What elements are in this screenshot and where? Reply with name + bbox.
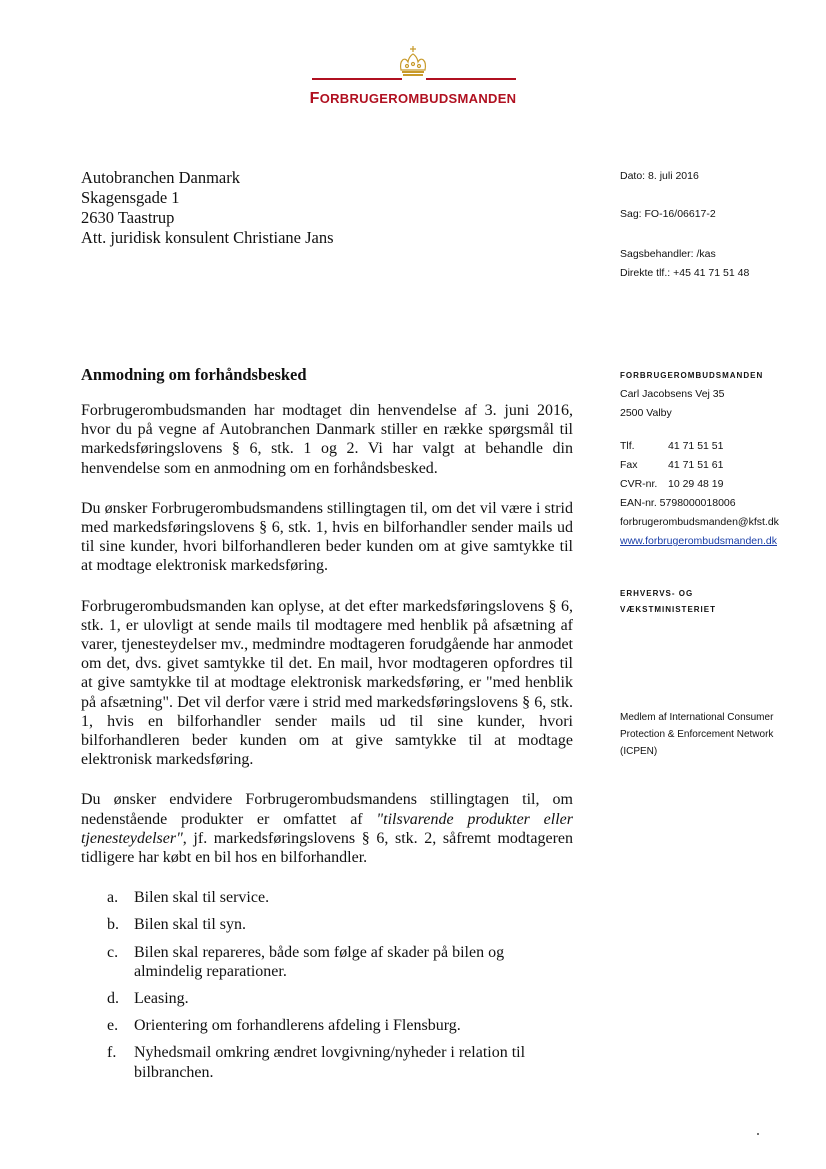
recipient-address <box>81 168 334 248</box>
body-paragraph: Forbrugerombudsmanden kan oplyse, at det efter markedsføringslovens § 6, stk. 1, er ulovligt at sende mails til modtagere med henblik på afsætning af varer, tjenesteydelser mv., medmindre modtageren forudgående har anmodet om det, dvs. givet samtykke til det. En mail, hvor modtageren opfordres til at give samtykke til at modtage elektronisk markedsføring, er "med henblik på afsætning". Det vil derfor være i strid med markedsføringslovens § 6, stk. 1, hvis en bilforhandler sender mails ud til sine kunder, hvori bilforhandleren beder kunden om at give samtykke til at modtage elektronisk markedsføring. <box>81 597 573 769</box>
sender-website-link[interactable]: www.forbrugerombudsmanden.dk <box>620 535 777 547</box>
logo-rule-left <box>312 78 402 80</box>
ministry-line: ERHVERVS- OG <box>620 589 694 598</box>
scan-dot <box>757 1133 759 1135</box>
letter-date: Dato: 8. juli 2016 <box>620 170 699 182</box>
direct-phone: Direkte tlf.: +45 41 71 51 48 <box>620 267 750 279</box>
letter-heading: Anmodning om forhåndsbesked <box>81 365 307 384</box>
sender-street: Carl Jacobsens Vej 35 <box>620 388 725 400</box>
sender-city: 2500 Valby <box>620 407 672 419</box>
list-item: c. Bilen skal repareres, både som følge af skader på bilen og almindelig reparationer. <box>107 943 505 980</box>
case-number: Sag: FO-16/06617-2 <box>620 208 716 220</box>
sender-ean: EAN-nr. 5798000018006 <box>620 497 736 509</box>
recipient-line: 2630 Taastrup <box>81 208 175 227</box>
product-list <box>81 888 573 1082</box>
membership-line: Protection & Enforcement Network <box>620 729 774 740</box>
logo-wordmark: FORBRUGEROMBUDSMANDEN <box>309 90 517 107</box>
membership-block <box>620 709 773 760</box>
list-item: b. Bilen skal til syn. <box>107 916 246 934</box>
sender-block <box>620 366 779 551</box>
letter-body <box>81 401 573 1090</box>
list-item: f. Nyhedsmail omkring ændret lovgivning/nyheder i relation til bilbranchen. <box>107 1044 526 1081</box>
body-paragraph: Du ønsker Forbrugerombudsmandens stillingtagen til, om det vil være i strid med markedsføringslovens § 6, stk. 1, hvis en bilforhandler sender mails ud til sine kunder, hvori bilforhandleren beder kunden om at give samtykke til at modtage elektronisk markedsføring. <box>81 499 573 575</box>
recipient-line: Autobranchen Danmark <box>81 168 240 187</box>
recipient-line: Skagensgade 1 <box>81 188 180 207</box>
case-handler: Sagsbehandler: /kas <box>620 248 716 260</box>
ministry-line: VÆKSTMINISTERIET <box>620 605 717 614</box>
list-item: e. Orientering om forhandlerens afdeling i Flensburg. <box>107 1017 461 1035</box>
sender-cvr: CVR-nr. 10 29 48 19 <box>620 478 724 490</box>
sender-org: FORBRUGEROMBUDSMANDEN <box>620 371 764 380</box>
body-paragraph: Forbrugerombudsmanden har modtaget din henvendelse af 3. juni 2016, hvor du på vegne af Autobranchen Danmark stiller en række spørgsmål til markedsføringslovens § 6, stk. 1 og 2. Vi har valgt at behandle din henvendelse som en anmodning om en forhåndsbesked. <box>81 402 573 477</box>
recipient-line: Att. juridisk konsulent Christiane Jans <box>81 228 334 247</box>
crown-logo-icon <box>395 44 431 78</box>
sender-fax: Fax 41 71 51 61 <box>620 459 724 471</box>
logo-rule-right <box>426 78 516 80</box>
list-item: d. Leasing. <box>107 990 189 1008</box>
list-item: a. Bilen skal til service. <box>107 889 270 907</box>
body-paragraph: Du ønsker endvidere Forbrugerombudsmandens stillingtagen til, om nedenstående produkter er omfattet af "tilsvarende produkter eller tjenesteydelser", jf. markedsføringslovens § 6, stk. 2, såfremt modtageren tidligere har købt en bil hos en bilforhandler. <box>81 791 573 867</box>
membership-line: Medlem af International Consumer <box>620 712 774 723</box>
sender-email[interactable]: forbrugerombudsmanden@kfst.dk <box>620 516 779 528</box>
membership-line: (ICPEN) <box>620 746 658 757</box>
sender-phone: Tlf. 41 71 51 51 <box>620 440 724 452</box>
ministry-block <box>620 586 716 618</box>
